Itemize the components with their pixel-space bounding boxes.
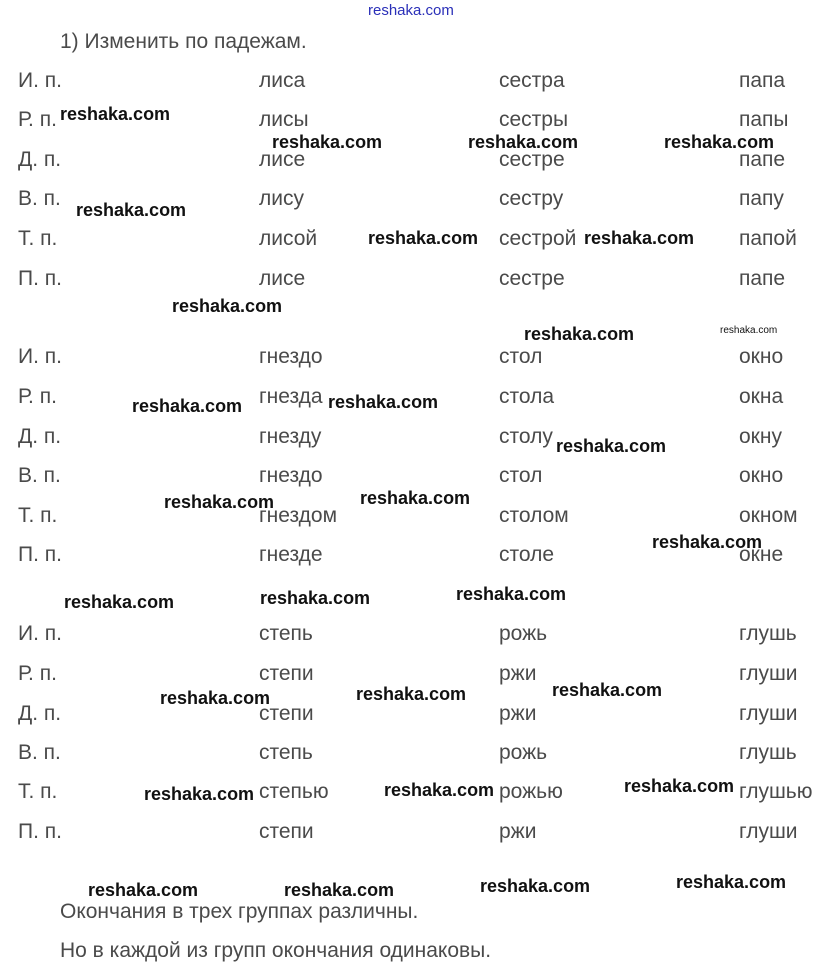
watermark: reshaka.com <box>556 436 667 456</box>
word-2: сестре <box>499 148 565 171</box>
word-2: сестра <box>499 69 565 92</box>
watermark: reshaka.com <box>260 588 371 608</box>
conclusion-line-2: Но в каждой из групп окончания одинаковы. <box>60 939 492 962</box>
case-label: Т. п. <box>18 780 58 803</box>
watermark: reshaka.com <box>164 492 275 512</box>
word-2: сестры <box>499 108 569 131</box>
word-2: рожь <box>499 622 548 645</box>
word-2: рожью <box>499 780 563 803</box>
word-1: лисы <box>259 108 309 131</box>
word-1: лисе <box>259 148 306 171</box>
word-3: окна <box>739 385 784 408</box>
case-label: П. п. <box>18 267 62 290</box>
top-watermark: reshaka.com <box>368 2 454 19</box>
case-label: П. п. <box>18 820 62 843</box>
word-1: гнезду <box>259 425 322 448</box>
word-2: столе <box>499 543 555 566</box>
watermark: reshaka.com <box>88 880 199 900</box>
table-row <box>0 741 832 771</box>
word-3: окно <box>739 345 784 368</box>
case-label: В. п. <box>18 464 61 487</box>
word-3: окне <box>739 543 784 566</box>
word-1: степь <box>259 741 313 764</box>
watermark: reshaka.com <box>360 488 471 508</box>
word-3: папе <box>739 267 786 290</box>
word-2: сестрой <box>499 227 577 250</box>
table-row <box>0 820 832 850</box>
word-2: столом <box>499 504 569 527</box>
word-2: сестру <box>499 187 564 210</box>
case-label: И. п. <box>18 69 62 92</box>
watermark: reshaka.com <box>356 684 467 704</box>
word-1: гнезде <box>259 543 323 566</box>
word-2: ржи <box>499 820 537 843</box>
case-label: Д. п. <box>18 702 62 725</box>
table-row <box>0 702 832 732</box>
word-2: ржи <box>499 662 537 685</box>
word-3: глуши <box>739 662 798 685</box>
table-row <box>0 267 832 297</box>
watermark: reshaka.com <box>664 132 775 152</box>
case-label: Р. п. <box>18 385 57 408</box>
case-label: Д. п. <box>18 425 62 448</box>
word-1: степью <box>259 780 329 803</box>
word-1: лису <box>259 187 304 210</box>
watermark: reshaka.com <box>720 325 778 336</box>
watermark: reshaka.com <box>480 876 591 896</box>
watermark: reshaka.com <box>552 680 663 700</box>
word-2: сестре <box>499 267 565 290</box>
word-3: окну <box>739 425 782 448</box>
case-label: И. п. <box>18 345 62 368</box>
watermark: reshaka.com <box>584 228 695 248</box>
case-label: В. п. <box>18 741 61 764</box>
watermark: reshaka.com <box>64 592 175 612</box>
word-3: глушью <box>739 780 813 803</box>
word-3: папу <box>739 187 784 210</box>
word-3: окно <box>739 464 784 487</box>
word-2: столу <box>499 425 553 448</box>
word-1: гнездом <box>259 504 338 527</box>
watermark: reshaka.com <box>272 132 383 152</box>
case-label: И. п. <box>18 622 62 645</box>
word-3: глушь <box>739 741 797 764</box>
word-3: папы <box>739 108 789 131</box>
watermark: reshaka.com <box>456 584 567 604</box>
case-label: Д. п. <box>18 148 62 171</box>
word-1: лиса <box>259 69 306 92</box>
word-2: рожь <box>499 741 548 764</box>
watermark: reshaka.com <box>284 880 395 900</box>
word-1: степи <box>259 662 314 685</box>
word-1: гнездо <box>259 345 323 368</box>
case-label: Р. п. <box>18 662 57 685</box>
word-1: степи <box>259 702 314 725</box>
word-1: лисе <box>259 267 306 290</box>
watermark: reshaka.com <box>60 104 171 124</box>
watermark: reshaka.com <box>160 688 271 708</box>
word-3: папа <box>739 69 786 92</box>
word-2: стол <box>499 345 543 368</box>
watermark: reshaka.com <box>76 200 187 220</box>
watermark: reshaka.com <box>144 784 255 804</box>
table-row <box>0 622 832 652</box>
word-1: степь <box>259 622 313 645</box>
watermark: reshaka.com <box>652 532 763 552</box>
conclusion-line-1: Окончания в трех группах различны. <box>60 900 419 923</box>
watermark: reshaka.com <box>468 132 579 152</box>
case-label: Р. п. <box>18 108 57 131</box>
watermark: reshaka.com <box>524 324 635 344</box>
word-2: стол <box>499 464 543 487</box>
watermark: reshaka.com <box>384 780 495 800</box>
case-label: В. п. <box>18 187 61 210</box>
watermark: reshaka.com <box>132 396 243 416</box>
word-3: папой <box>739 227 797 250</box>
watermark: reshaka.com <box>328 392 439 412</box>
case-label: Т. п. <box>18 504 58 527</box>
word-1: гнезда <box>259 385 323 408</box>
word-1: степи <box>259 820 314 843</box>
word-3: папе <box>739 148 786 171</box>
task-title: 1) Изменить по падежам. <box>60 30 307 53</box>
word-1: гнездо <box>259 464 323 487</box>
word-1: лисой <box>259 227 318 250</box>
case-label: Т. п. <box>18 227 58 250</box>
table-row <box>0 425 832 455</box>
table-row <box>0 345 832 375</box>
word-3: глуши <box>739 702 798 725</box>
word-2: стола <box>499 385 555 408</box>
word-3: глуши <box>739 820 798 843</box>
watermark: reshaka.com <box>624 776 735 796</box>
watermark: reshaka.com <box>676 872 787 892</box>
watermark: reshaka.com <box>172 296 283 316</box>
case-label: П. п. <box>18 543 62 566</box>
table-row <box>0 69 832 99</box>
word-2: ржи <box>499 702 537 725</box>
word-3: окном <box>739 504 798 527</box>
word-3: глушь <box>739 622 797 645</box>
watermark: reshaka.com <box>368 228 479 248</box>
